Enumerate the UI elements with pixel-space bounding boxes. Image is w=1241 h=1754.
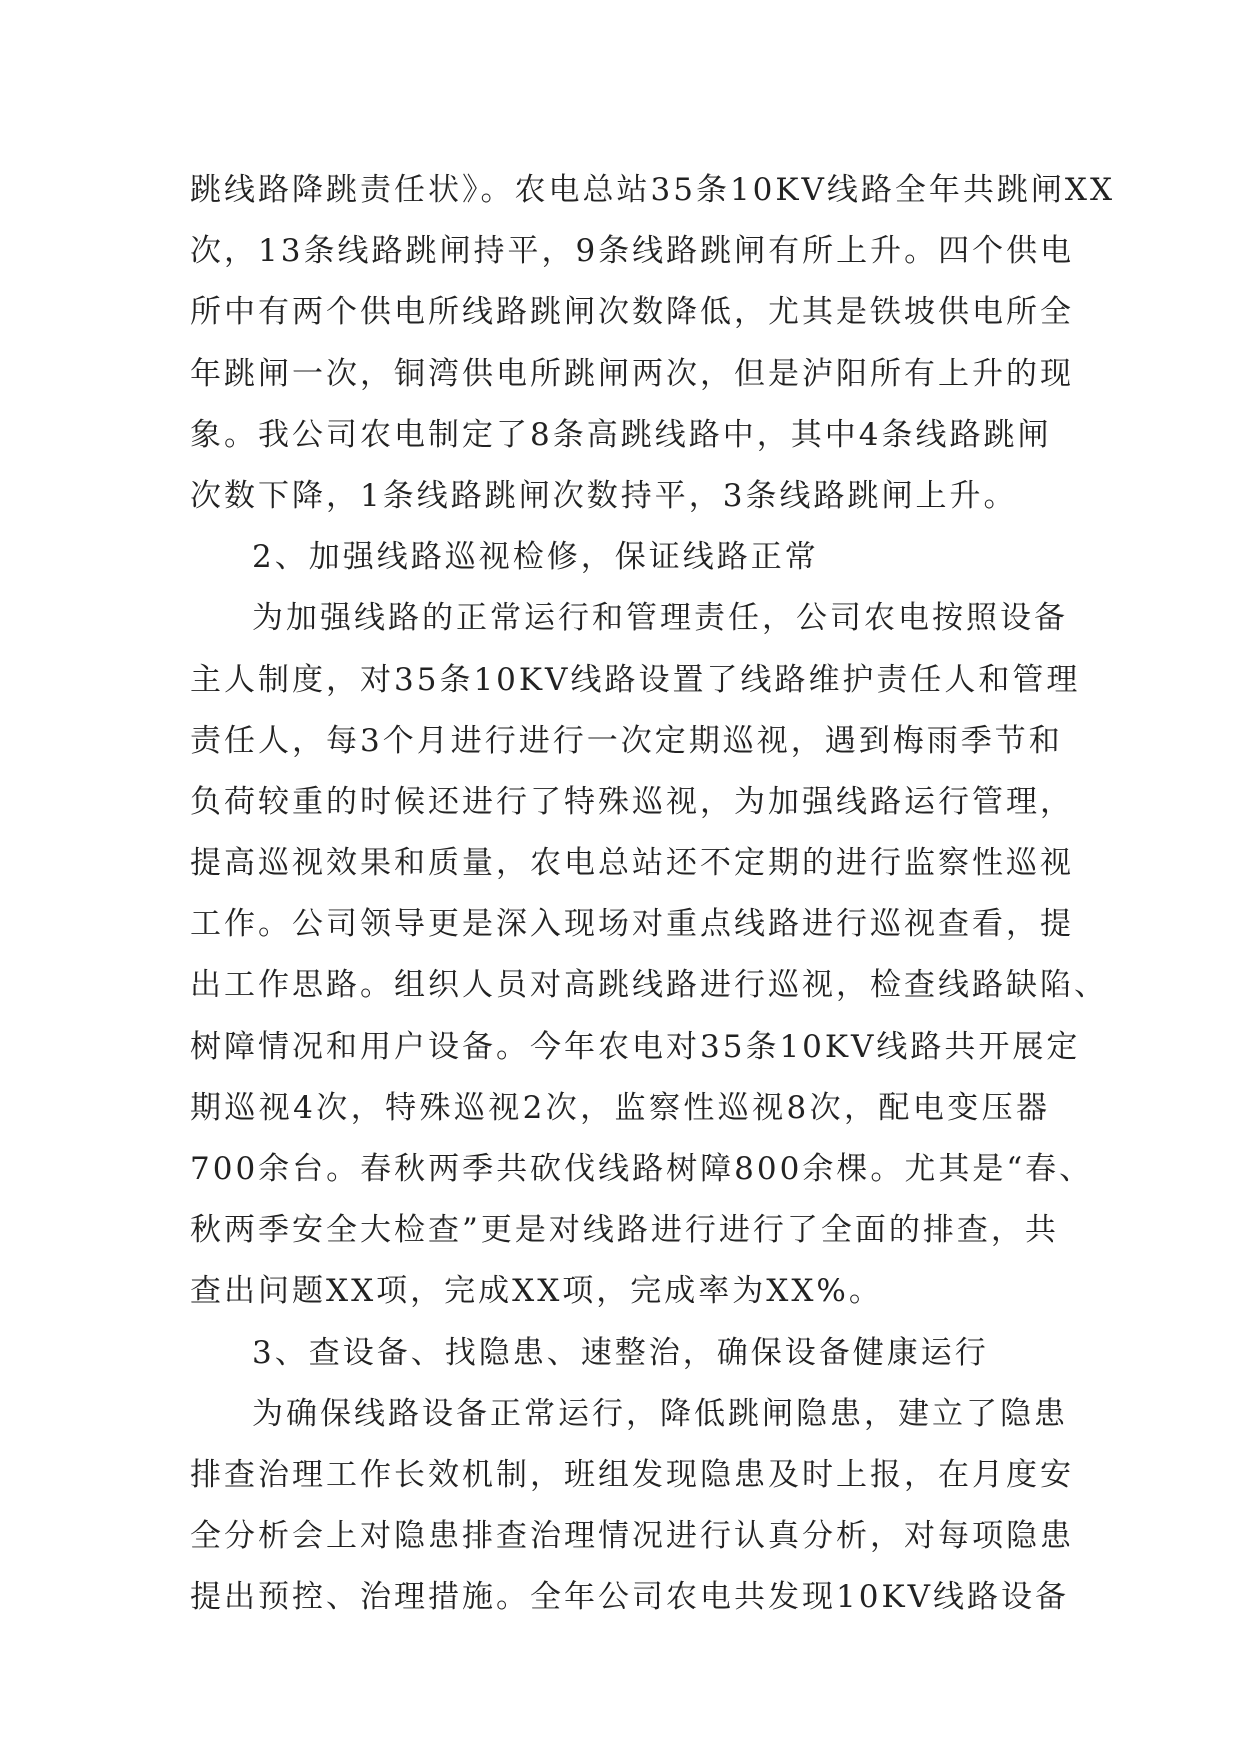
text-line: 提高巡视效果和质量，农电总站还不定期的进行监察性巡视: [190, 845, 1074, 882]
text-line: 提出预控、治理措施。全年公司农电共发现10KV线路设备: [190, 1579, 1069, 1616]
text-line: 查出问题XX项，完成XX项，完成率为XX%。: [190, 1273, 883, 1310]
text-line: 秋两季安全大检查”更是对线路进行进行了全面的排查，共: [190, 1212, 1059, 1249]
text-line: 负荷较重的时候还进行了特殊巡视，为加强线路运行管理，: [190, 783, 1074, 820]
text-line: 年跳闸一次，铜湾供电所跳闸两次，但是泸阳所有上升的现: [190, 355, 1074, 392]
section-heading: 3、查设备、找隐患、速整治，确保设备健康运行: [252, 1334, 989, 1371]
text-line: 责任人，每3个月进行进行一次定期巡视，遇到梅雨季节和: [190, 722, 1063, 759]
text-line: 出工作思路。组织人员对高跳线路进行巡视，检查线路缺陷、: [190, 967, 1108, 1004]
text-line: 跳线路降跳责任状》。农电总站35条10KV线路全年共跳闸XX: [190, 172, 1116, 208]
text-line: 树障情况和用户设备。今年农电对35条10KV线路共开展定: [190, 1028, 1081, 1065]
text-line: 期巡视4次，特殊巡视2次，监察性巡视8次，配电变压器: [190, 1089, 1050, 1126]
text-line: 全分析会上对隐患排查治理情况进行认真分析，对每项隐患: [190, 1518, 1074, 1555]
document-body: [190, 160, 1116, 1629]
text-line: 排查治理工作长效机制，班组发现隐患及时上报，在月度安: [190, 1456, 1074, 1493]
text-line: 所中有两个供电所线路跳闸次数降低，尤其是铁坡供电所全: [190, 294, 1074, 331]
text-line: 700余台。春秋两季共砍伐线路树障800余棵。尤其是“春、: [190, 1151, 1094, 1187]
text-line: 主人制度，对35条10KV线路设置了线路维护责任人和管理: [190, 661, 1081, 698]
text-line: 象。我公司农电制定了8条高跳线路中，其中4条线路跳闸: [190, 416, 1052, 453]
paragraph-first-line: 为确保线路设备正常运行，降低跳闸隐患，建立了隐患: [252, 1395, 1068, 1432]
text-line: 次，13条线路跳闸持平，9条线路跳闸有所上升。四个供电: [190, 233, 1075, 270]
text-line: 工作。公司领导更是深入现场对重点线路进行巡视查看，提: [190, 906, 1074, 943]
section-heading: 2、加强线路巡视检修，保证线路正常: [252, 539, 819, 576]
paragraph-first-line: 为加强线路的正常运行和管理责任，公司农电按照设备: [252, 600, 1068, 637]
text-line: 次数下降，1条线路跳闸次数持平，3条线路跳闸上升。: [190, 477, 1018, 514]
